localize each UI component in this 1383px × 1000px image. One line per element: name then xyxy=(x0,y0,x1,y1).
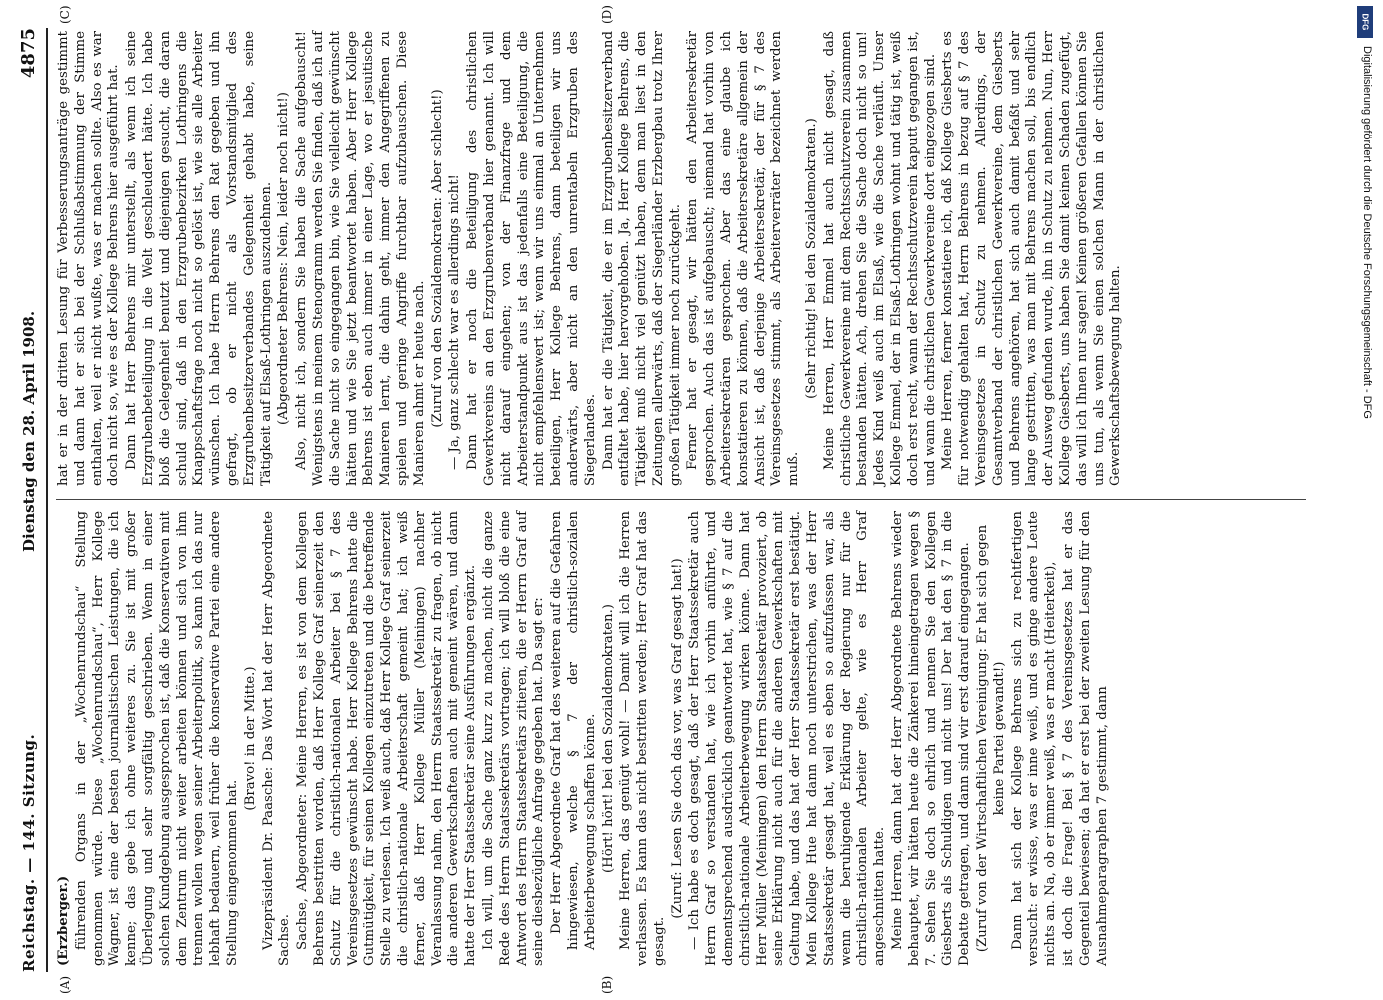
page-number: 4875 xyxy=(18,28,39,79)
paragraph: Vizepräsident Dr. Paasche: Das Wort hat der Herr Abgeordnete Sachse. xyxy=(260,511,293,966)
paragraph: Ferner hat er gesagt, wir hätten den Arbeitersekretär gesprochen. Auch das ist aufgebauscht; niemand hat vorhin von Arbeitersekretären gesprochen. Aber das eine glaube ich konstatieren zu können, daß die Arbeitersekretäre allgemein der Ansicht ist, daß derjenige Arbeitersekretär, der für § 7 des Vereinsgesetzes stimmt, als Arbeiterverräter bezeichnet werden muß. xyxy=(685,31,802,486)
left-column xyxy=(56,511,1306,966)
interjection: (Abgeordneter Behrens: Nein, leider noch nicht!) xyxy=(276,92,292,425)
interjection: (Zuruf von den Sozialdemokraten: Aber schlecht!) xyxy=(429,89,445,428)
paragraph: — Ich habe es doch gesagt, daß der Herr Staatssekretär auch Herrn Graf so verstanden hat, wie ich vorhin anführte, und dementsprechend ausdrücklich geantwortet hat, wie § 7 auf die christlich-nationale Arbeiterbewegung wirken könne. Dann hat Herr Müller (Meiningen) den Herrn Staatssekretär provoziert, ob seine Erklärung nicht auch für die anderen Gewerkschaften mit Geltung habe, und das hat der Herr Staatssekretär erst bestätigt. Mein Kollege Hue hat dann noch unterstrichen, was der Herr Staatssekretär gesagt hat, weil es eben so aufzufassen war, als wenn die beruhigende Erklärung der Regierung nur für die christlich-nationalen Arbeiter gelte, wie es Herr Graf angeschnitten hatte. xyxy=(687,511,888,966)
paragraph: ist doch die Frage! Bei § 7 des Vereinsgesetzes hat er das Gegenteil bewiesen; da hat er erst bei der zweiten Lesung für den Ausnahmeparagraphen 7 gestimmt, dann xyxy=(1061,511,1110,966)
paragraph: Dann hat Herr Behrens mir unterstellt, als wenn ich seine Erzgrubenbeteiligung in die Welt geschleudert hätte. Ich habe bloß die Gelegenheit benutzt und diejenigen gesucht, die daran schuld sind, daß in den Erzgrubenbezirken Lothringens die Knappschaftsfrage noch nicht so gelöst ist, wie sie alle Arbeiter wünschen. Ich habe Herrn Behrens den Rat gegeben und ihn gefragt, ob er nicht als Vorstandsmitglied des Erzgrubenbesitzerverbandes Gelegenheit gehabt habe, seine Tätigkeit auf Elsaß-Lothringen auszudehnen. xyxy=(124,31,274,486)
interjection: (Hört! hört! bei den Sozialdemokraten.) xyxy=(600,604,616,874)
paragraph: Meine Herren, das genügt wohl! — Damit will ich die Herren verlassen. Es kann das nicht bestritten werden; Herr Graf hat das gesagt. xyxy=(618,511,667,966)
margin-marker-a: (A) xyxy=(58,975,72,994)
interjection: (Zuruf: Lesen Sie doch das vor, was Graf gesagt hat!) xyxy=(669,558,685,919)
margin-marker-d: (D) xyxy=(600,5,614,24)
right-column xyxy=(56,31,1306,486)
paragraph: Dann hat er noch die Beteiligung des christlichen Gewerkvereins an den Erzgrubenverband hier genannt. Ich will nicht darauf eingehen; von der Finanzfrage und dem Arbeiterstandpunkt aus ist das jedenfalls eine Beteiligung, die nicht empfehlenswert ist; wenn wir uns einmal an Unternehmen beteiligen, Herr Kollege Behrens, dann beteiligen wir uns anderwärts, aber nicht an den unrentabeln Erzgruben des Siegerlandes. xyxy=(465,31,598,486)
margin-marker-c: (C) xyxy=(58,5,72,24)
interjection: (Zuruf von der Wirtschaftlichen Vereinigung: Er hat sich gegen keine Partei gewandt!) xyxy=(975,524,1007,953)
paragraph: Also, nicht ich, sondern Sie haben die Sache aufgebauscht! Wenigstens in meinem Stenogramm werden Sie finden, daß ich auf die Sache nicht so eingegangen bin, wie Sie vielleicht gewünscht hätten und wie Sie jetzt beantwortet haben. Aber Herr Kollege Behrens ist eben auch immer in einer Lage, wo er jesuitische Manieren lernt, die dahin geht, immer den Angegriffenen zu spielen und geringe Angriffe furchtbar aufzubauschen. Diese Manieren ahmt er heute nach. xyxy=(294,31,427,486)
paragraph: hat er in der dritten Lesung für Verbesserungsanträge gestimmt und dann hat er sich bei der Schlußabstimmung der Stimme enthalten, weil er nicht wußte, was er machen sollte. Also es war doch nicht so, wie es der Kollege Behrens hier ausgeführt hat. xyxy=(56,31,122,486)
dfg-logo-icon: DFG xyxy=(1357,6,1373,38)
paragraph: Meine Herren, ferner konstatiere ich, daß Kollege Giesberts es für notwendig gehalten hat, Herrn Behrens in bezug auf § 7 des Vereinsgesetzes in Schutz zu nehmen. Allerdings, der Gesamtverband der christlichen Gewerkvereine, dem Giesberts und Behrens angehören, hat sich auch damit befaßt und sehr lange gestritten, was man mit Behrens machen soll, bis endlich der Ausweg gefunden wurde, ihn in Schutz zu nehmen. Nun, Herr Kollege Giesberts, uns haben Sie damit keinen Schaden zugefügt, das will ich Ihnen nur sagen! Keinen größeren Gefallen können Sie uns tun, als wenn Sie einen solchen Mann in der christlichen Gewerkschaftsbewegung halten. xyxy=(940,31,1124,486)
paragraph: Ich will, um die Sache ganz kurz zu machen, nicht die ganze Rede des Herrn Staatssekretärs vortragen; ich will bloß die eine Antwort des Herrn Staatssekretärs zitieren, die er Herrn Graf auf seine diesbezügliche Anfrage gegeben hat. Da sagt er: xyxy=(480,511,547,966)
paragraph: führenden Organs in der „Wochenrundschau“ Stellung genommen würde. Diese „Wochenrundschau“, Herr Kollege Wagner, ist eine der besten journalistischen Leistungen, die ich kenne; das gebe ich ohne weiteres zu. Sie ist mit großer Überlegung und sehr sorgfältig geschrieben. Wenn in einer solchen Kundgebung ausgesprochen ist, daß die Konservativen mit dem Zentrum nicht weiter arbeiten können und sich von ihm trennen wollen wegen seiner Arbeiterpolitik, so kann ich das nur lebhaft bedauern, weil früher die konservative Partei eine andere Stellung eingenommen hat. xyxy=(73,511,240,966)
digitization-sidebar xyxy=(1357,0,1379,1000)
paragraph: Meine Herren, Herr Emmel hat auch nicht gesagt, daß christliche Gewerkvereine mit dem Rechtsschutzverein zusammen bestanden hätten. Ach, drehen Sie die Sache doch nicht so um! Jedes Kind weiß auch im Elsaß, wie die Sache verläuft. Unser Kollege Emmel, der in Elsaß-Lothringen wohnt und tätig ist, weiß doch erst recht, wann der Rechtsschutzverein kaputt gegangen ist, und wann die christlichen Gewerkvereine dort eingezogen sind. xyxy=(821,31,938,486)
margin-marker-b: (B) xyxy=(600,975,614,994)
column-divider xyxy=(56,499,1306,500)
speaker-label: (Erzberger.) xyxy=(56,875,71,966)
paragraph: Meine Herren, dann hat der Herr Abgeordnete Behrens wieder behauptet, wir hätten heute die Zänkerei hineingetragen wegen § 7. Sehen Sie doch so ehrlich und nennen Sie den Kollegen Giesberts als Schuldigen und nicht uns! Der hat den § 7 in die Debatte getragen, und dann sind wir erst darauf eingegangen. xyxy=(890,511,973,966)
interjection: (Bravo! in der Mitte.) xyxy=(242,666,258,811)
paragraph: Dann hat er die Tätigkeit, die er im Erzgrubenbesitzerverband entfaltet habe, hier hervorgehoben. Ja, Herr Kollege Behrens, die Tätigkeit muß nicht viel genützt haben, denn man liest in den Zeitungen allerwärts, daß der Siegerländer Erzbergbau trotz Ihrer großen Tätigkeit immer noch zurückgeht. xyxy=(600,31,683,486)
paragraph: Dann hat sich der Kollege Behrens sich zu rechtfertigen versucht: er wisse, was er inne weiß, und es ginge andere Leute nichts an. Na, ob er immer weiß, was er macht (Heiterkeit), xyxy=(1009,511,1059,966)
header-left-title: Reichstag. — 144. Sitzung. xyxy=(20,733,38,972)
header-date: Dienstag den 28. April 1908. xyxy=(20,310,38,552)
paragraph: — Ja, ganz schlecht war es allerdings nicht! xyxy=(447,174,463,470)
page-header xyxy=(18,28,48,972)
paragraph: Sachse, Abgeordneter: Meine Herren, es ist von dem Kollegen Behrens bestritten worden, daß Herr Kollege Graf seinerzeit den Schutz für die christlich-nationalen Arbeiter bei § 7 des Vereinsgesetzes gewünscht habe. Herr Kollege Behrens hatte die Gutmütigkeit, für seinen Kollegen einzutreten und die betreffende Stelle zu verlesen. Ich weiß auch, daß Herr Kollege Graf seinerzeit die christlich-nationale Arbeiterschaft gemeint hat; ich weiß ferner, daß Herr Kollege Müller (Meiningen) nachher Veranlassung nahm, den Herrn Staatssekretär zu fragen, ob nicht die anderen Gewerkschaften auch mit gemeint wären, und dann hatte der Herr Staatssekretär seine Ausführungen ergänzt. xyxy=(295,511,479,966)
digitization-credit: Digitalisierung gefördert durch die Deutsche Forschungsgemeinschaft - DFG xyxy=(1361,46,1373,419)
quote: Der Herr Abgeordnete Graf hat des weiteren auf die Gefahren hingewiesen, welche § 7 der christlich-sozialen Arbeiterbewegung schaffen könne. xyxy=(549,511,598,950)
interjection: (Sehr richtig! bei den Sozialdemokraten.) xyxy=(804,118,820,399)
